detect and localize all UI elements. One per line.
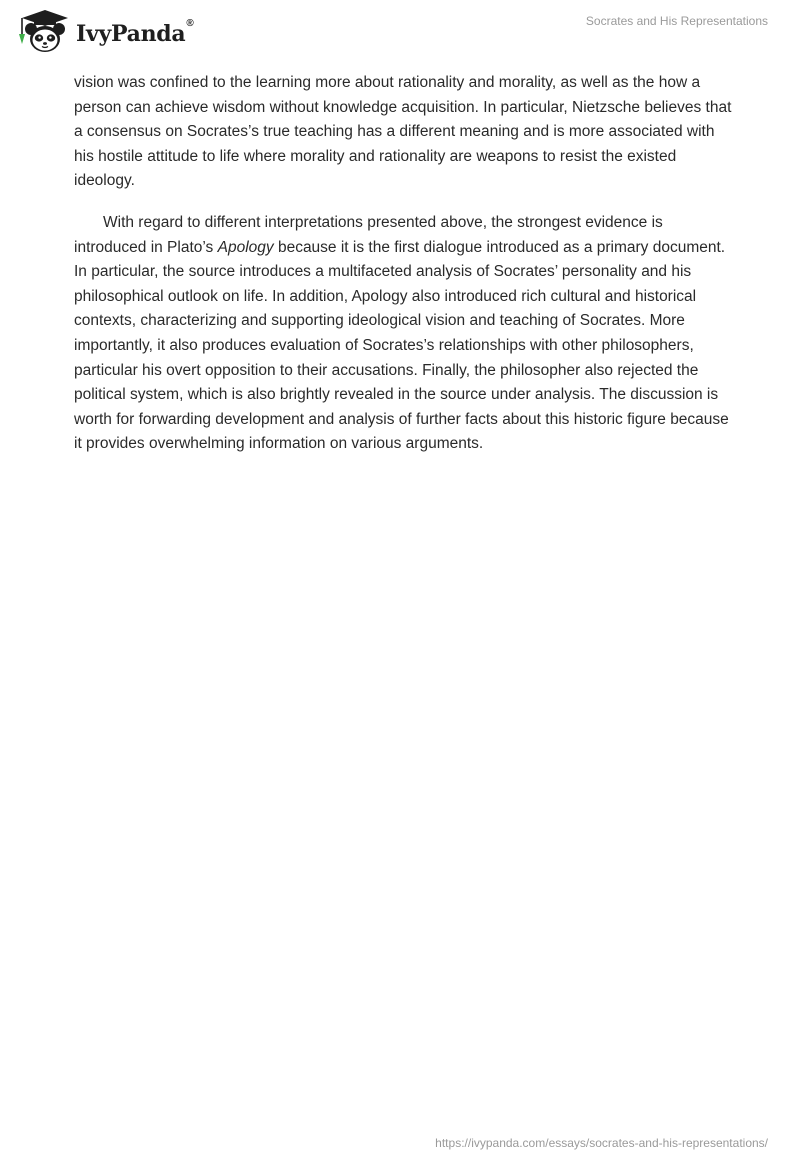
panda-graduation-cap-icon	[16, 8, 74, 56]
paragraph-text: because it is the first dialogue introduced as a primary document. In particular, the source introduces a multifaceted analysis of Socrates’ personality and his philosophical outlook on life. In addition, Apology also introduced rich cultural and historical contexts, characterizing and supporting ideological vision and teaching of Socrates. More importantly, it also produces evaluation of Socrates’s relationships with other philosophers, particular his overt opposition to their accusations. Finally, the philosopher also rejected the political system, which is also brightly revealed in the source under analysis. The discussion is worth for forwarding development and analysis of further facts about this historic figure because it provides overwhelming information on various arguments.	[74, 238, 729, 453]
paragraph	[74, 211, 734, 457]
paragraph: vision was confined to the learning more about rationality and morality, as well as the how a person can achieve wisdom without knowledge acquisition. In particular, Nietzsche believes that a consensus on Socrates’s true teaching has a different meaning and is more associated with his hostile attitude to life where morality and rationality are weapons to resist the existed ideology.	[74, 74, 732, 190]
ivypanda-logo[interactable]	[16, 8, 193, 56]
work-title: Apology	[217, 238, 274, 256]
paragraph-text: With regard to different interpretations presented above, the strongest evidence is introduced in Plato’s	[74, 213, 663, 256]
running-title: Socrates and His Representations	[585, 14, 768, 28]
source-url[interactable]: https://ivypanda.com/essays/socrates-and-his-representations/	[435, 1136, 768, 1150]
page-header	[0, 0, 800, 70]
brand-name: IvyPanda®	[76, 18, 194, 47]
essay-body	[74, 71, 734, 474]
registered-mark: ®	[186, 18, 194, 29]
